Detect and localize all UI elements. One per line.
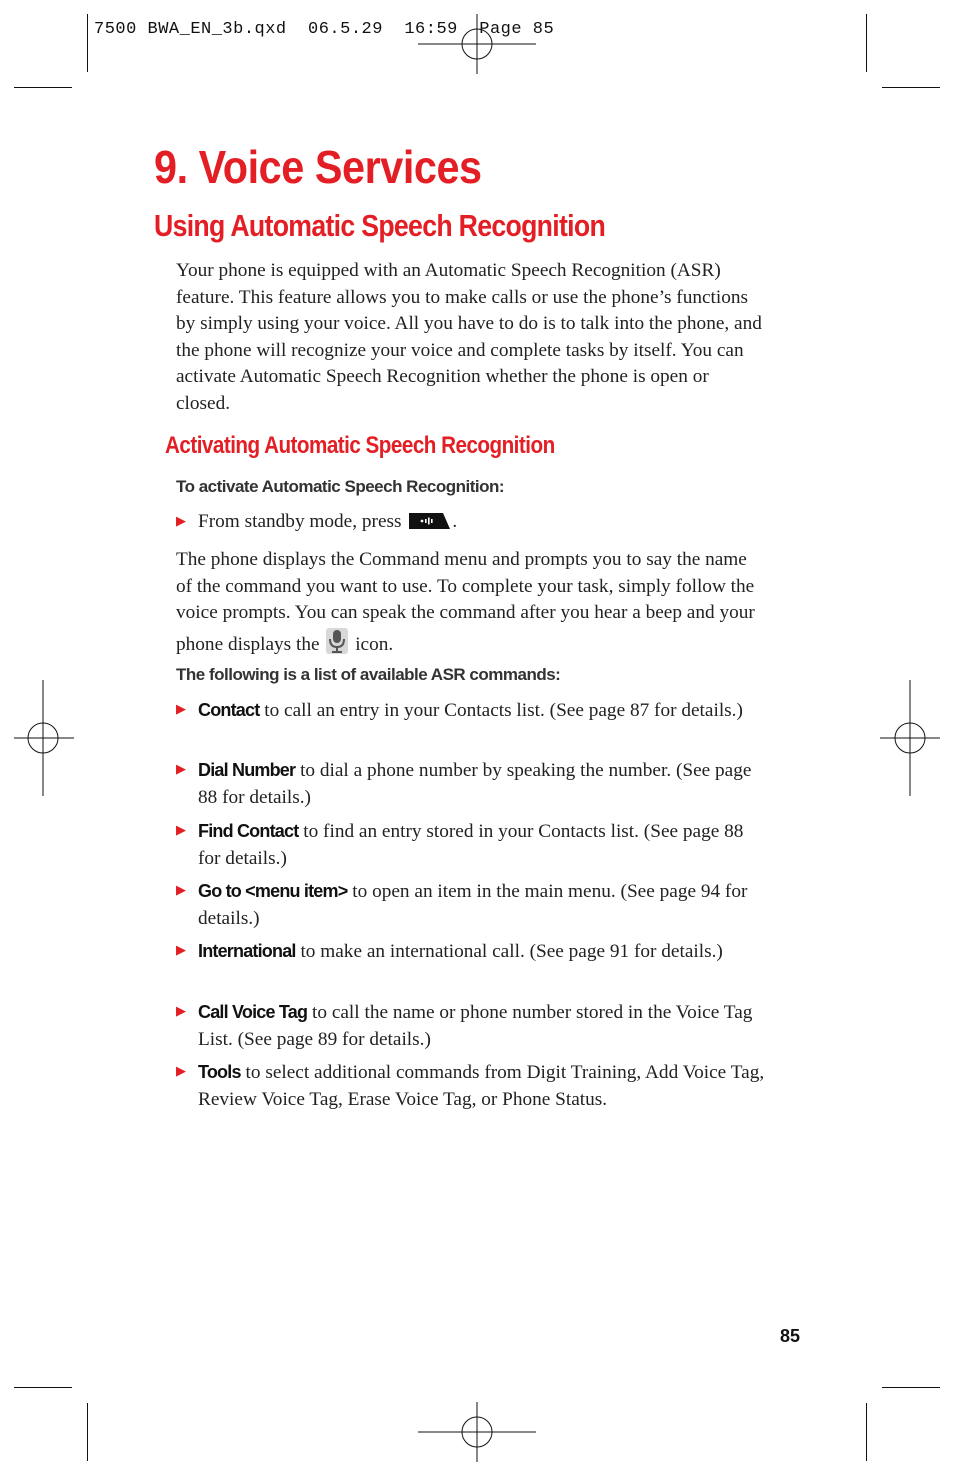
command-term: Contact: [198, 700, 260, 720]
voice-key-icon: [406, 511, 452, 531]
command-paragraph-text: The phone displays the Command menu and prompts you to say the name of the command you want to use. To complete your task, simply follow the voice prompts. You can speak the command after you hear a beep and your phone displays the: [176, 549, 755, 655]
command-term: Dial Number: [198, 760, 296, 780]
command-desc: to call an entry in your Contacts list. (See page 87 for details.): [264, 700, 743, 721]
command-term: Call Voice Tag: [198, 1002, 308, 1022]
bullet-arrow-icon: ▶: [176, 823, 186, 838]
registration-mark-top: [418, 14, 536, 74]
list-item: [176, 697, 766, 725]
activate-step-end: .: [452, 511, 458, 532]
bullet-arrow-icon: ▶: [176, 702, 186, 717]
list-lead: The following is a list of available ASR commands:: [176, 665, 561, 684]
intro-paragraph: Your phone is equipped with an Automatic Speech Recognition (ASR) feature. This feature allows you to make calls or use the phone’s functions by simply using your voice. All you have to do is to talk into the phone, and the phone will recognize your voice and complete tasks by itself. You can activate Automatic Speech Recognition whether the phone is open or closed.: [176, 260, 762, 414]
command-desc: to find an entry stored in your Contacts list. (See page 88 for details.): [198, 821, 744, 869]
command-desc: to dial a phone number by speaking the number. (See page 88 for details.): [198, 760, 752, 808]
crop-mark-top-left-v: [87, 14, 88, 72]
command-term: Tools: [198, 1062, 241, 1082]
command-desc: to call the name or phone number stored in the Voice Tag List. (See page 89 for details.): [198, 1002, 753, 1050]
activate-step: [176, 509, 766, 536]
command-paragraph-end: icon.: [355, 633, 394, 655]
crop-mark-top-right-h: [882, 87, 940, 88]
registration-mark-bottom: [418, 1402, 536, 1462]
list-item: [176, 757, 766, 811]
bullet-arrow-icon: ▶: [176, 943, 186, 958]
command-desc: to open an item in the main menu. (See page 94 for details.): [198, 881, 748, 929]
crop-mark-bottom-left-v: [87, 1403, 88, 1461]
bullet-arrow-icon: ▶: [176, 1004, 186, 1019]
bullet-arrow-icon: ▶: [176, 1064, 186, 1079]
crop-mark-bottom-right-v: [866, 1403, 867, 1461]
registration-mark-right: [880, 680, 940, 796]
list-item: [176, 1059, 766, 1113]
bullet-arrow-icon: ▶: [176, 762, 186, 777]
registration-mark-left: [14, 680, 74, 796]
command-term: International: [198, 941, 296, 961]
page-number: 85: [780, 1326, 801, 1346]
list-item: [176, 818, 766, 872]
print-slug: 7500 BWA_EN_3b.qxd 06.5.29 16:59 Page 85: [94, 20, 555, 39]
subsection-title: Activating Automatic Speech Recognition: [165, 432, 555, 459]
crop-mark-bottom-right-h: [882, 1387, 940, 1388]
microphone-icon: [324, 627, 350, 655]
crop-mark-top-left-h: [14, 87, 72, 88]
bullet-arrow-icon: ▶: [176, 514, 186, 529]
section-title: Using Automatic Speech Recognition: [154, 208, 606, 243]
activate-lead: To activate Automatic Speech Recognition:: [176, 477, 505, 496]
crop-mark-bottom-left-h: [14, 1387, 72, 1388]
command-desc: to make an international call. (See page 91 for details.): [300, 941, 723, 962]
crop-mark-top-right-v: [866, 14, 867, 72]
list-item: [176, 999, 766, 1053]
command-desc: to select additional commands from Digit Training, Add Voice Tag, Review Voice Tag, Erase Voice Tag, or Phone Status.: [198, 1062, 765, 1110]
activate-step-text: From standby mode, press: [198, 511, 402, 532]
chapter-title: 9. Voice Services: [154, 141, 482, 193]
bullet-arrow-icon: ▶: [176, 883, 186, 898]
list-item: [176, 878, 766, 932]
command-term: Find Contact: [198, 821, 299, 841]
command-term: Go to <menu item>: [198, 881, 348, 901]
command-paragraph: [176, 547, 766, 658]
list-item: [176, 938, 766, 966]
